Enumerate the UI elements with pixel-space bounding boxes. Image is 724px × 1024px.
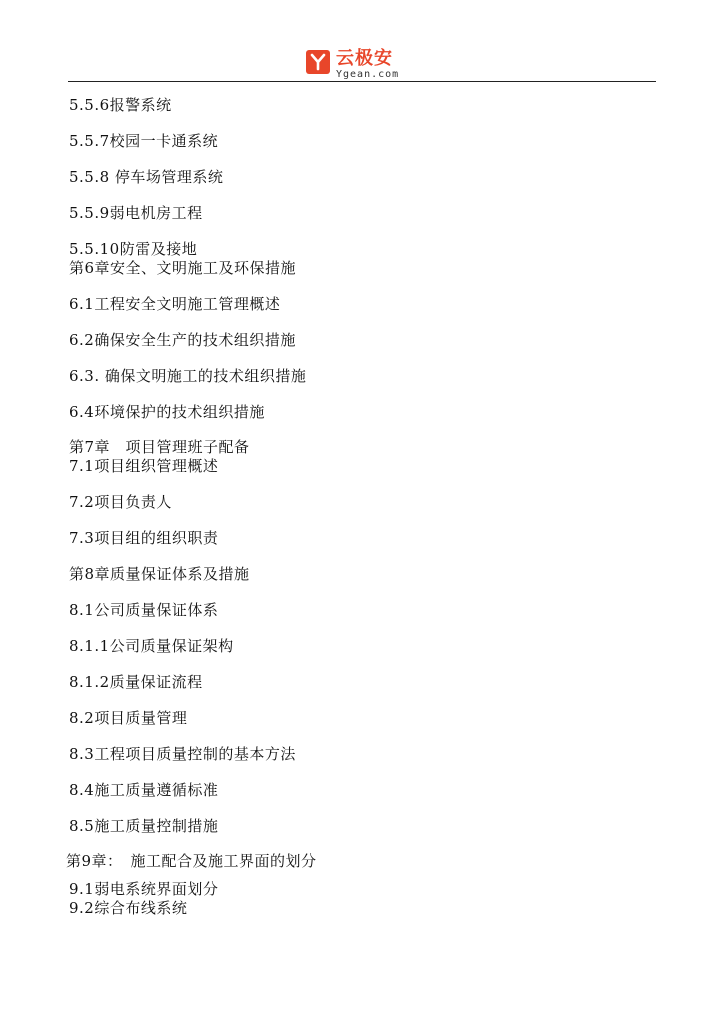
- toc-entry: 8.4施工质量遵循标准: [69, 781, 219, 799]
- toc-entry: 6.4环境保护的技术组织措施: [69, 403, 265, 421]
- toc-entry: 7.1项目组织管理概述: [69, 457, 219, 475]
- toc-entry: 5.5.7校园一卡通系统: [69, 132, 219, 150]
- logo-chinese-text: 云极安: [336, 48, 393, 69]
- toc-entry: 7.2项目负责人: [69, 493, 172, 511]
- toc-chapter-heading: 第8章质量保证体系及措施: [69, 565, 250, 583]
- toc-entry: 8.1.1公司质量保证架构: [69, 637, 234, 655]
- toc-entry: 8.1公司质量保证体系: [69, 601, 219, 619]
- toc-entry: 8.5施工质量控制措施: [69, 817, 219, 835]
- toc-entry: 5.5.6报警系统: [69, 96, 172, 114]
- toc-chapter-heading: 第7章 项目管理班子配备: [69, 438, 250, 456]
- toc-entry: 5.5.10防雷及接地: [69, 240, 198, 258]
- toc-entry: 5.5.9弱电机房工程: [69, 204, 203, 222]
- toc-entry: 6.2确保安全生产的技术组织措施: [69, 331, 296, 349]
- logo-domain-text: Ygean.com: [336, 69, 400, 80]
- toc-entry: 8.1.2质量保证流程: [69, 673, 203, 691]
- toc-entry: 9.2综合布线系统: [69, 899, 188, 917]
- toc-entry: 8.3工程项目质量控制的基本方法: [69, 745, 296, 763]
- toc-entry: 8.2项目质量管理: [69, 709, 188, 727]
- toc-chapter-heading: 第9章： 施工配合及施工界面的划分: [66, 852, 317, 870]
- toc-entry: 5.5.8 停车场管理系统: [69, 168, 224, 186]
- toc-entry: 6.3. 确保文明施工的技术组织措施: [69, 367, 307, 385]
- toc-entry: 7.3项目组的组织职责: [69, 529, 219, 547]
- toc-entry: 9.1弱电系统界面划分: [69, 880, 219, 898]
- toc-chapter-heading: 第6章安全、文明施工及环保措施: [69, 259, 297, 277]
- toc-entry: 6.1工程安全文明施工管理概述: [69, 295, 281, 313]
